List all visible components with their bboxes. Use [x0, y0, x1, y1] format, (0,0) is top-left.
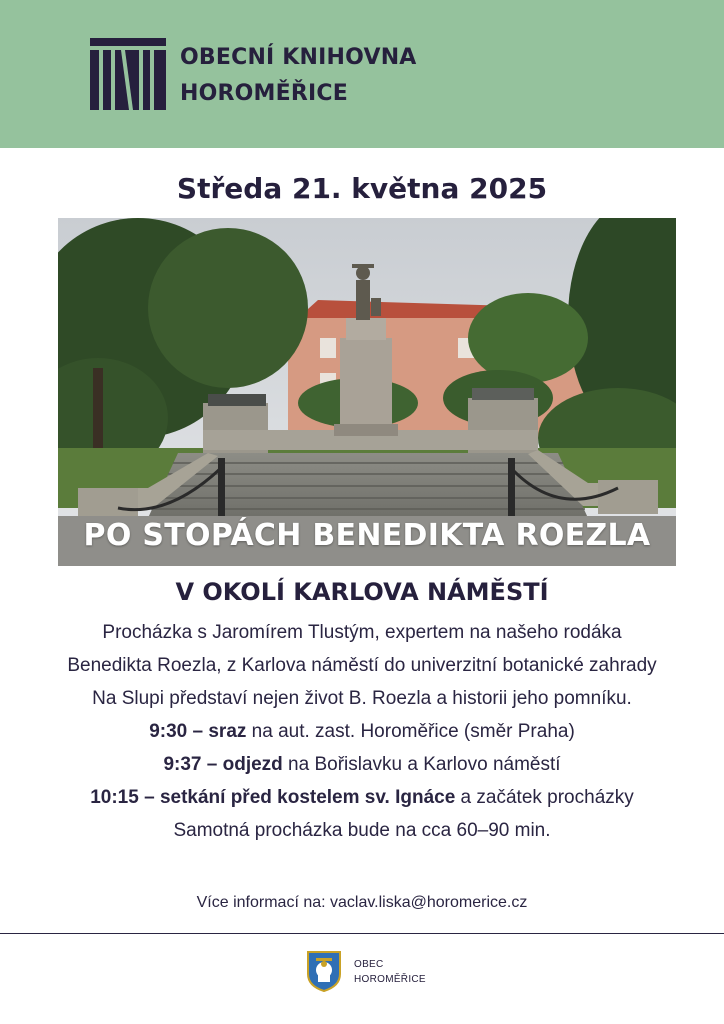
library-books-logo	[90, 38, 166, 110]
contact-info: Více informací na: vaclav.liska@horomerice.cz	[196, 894, 528, 911]
library-name-line1: OBECNÍ KNIHOVNA	[180, 45, 417, 70]
description-line: Na Slupi představí nejen život B. Roezla a historii jeho pomníku.	[92, 688, 632, 709]
schedule-time: 9:37 – odjezd	[163, 754, 283, 775]
photo-title: PO STOPÁCH BENEDIKTA ROEZLA	[83, 518, 651, 553]
schedule-time: 9:30 – sraz	[149, 721, 247, 742]
library-name	[180, 40, 417, 112]
library-name-line2: HOROMĚŘICE	[180, 81, 348, 106]
event-date: Středa 21. května 2025	[176, 172, 548, 205]
schedule-item	[0, 748, 724, 781]
schedule-item	[0, 715, 724, 748]
description-line: Samotná procházka bude na cca 60–90 min.	[173, 820, 551, 841]
header-banner	[0, 0, 724, 148]
description-line: Benedikta Roezla, z Karlova náměstí do univerzitní botanické zahrady	[67, 655, 657, 676]
footer-divider	[0, 933, 724, 934]
municipality-name-line1: OBEC	[354, 959, 384, 970]
schedule-item	[0, 781, 724, 814]
municipal-crest-icon	[306, 950, 342, 992]
municipality-name	[354, 957, 426, 987]
monument-photo	[58, 218, 676, 566]
schedule-detail: na aut. zast. Horoměřice (směr Praha)	[246, 721, 575, 742]
event-subtitle: V OKOLÍ KARLOVA NÁMĚSTÍ	[175, 578, 549, 606]
municipality-name-line2: HOROMĚŘICE	[354, 974, 426, 985]
schedule-detail: na Bořislavku a Karlovo náměstí	[282, 754, 561, 775]
description-line: Procházka s Jaromírem Tlustým, expertem na našeho rodáka	[102, 622, 622, 643]
schedule-detail: a začátek procházky	[455, 787, 634, 808]
schedule-time: 10:15 – setkání před kostelem sv. Ignáce	[90, 787, 456, 808]
event-description	[0, 616, 724, 847]
monument-illustration	[58, 218, 676, 566]
